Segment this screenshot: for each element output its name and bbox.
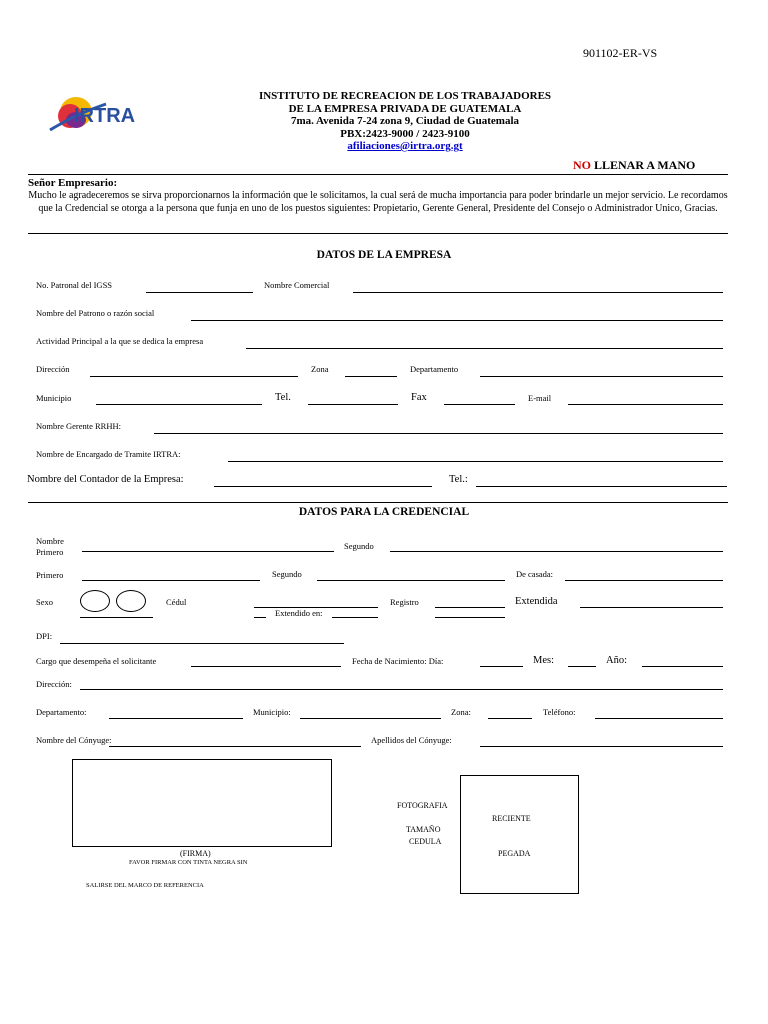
direccion-empresa-label: Dirección (36, 364, 70, 374)
sexo-option-f[interactable] (116, 590, 146, 612)
gerente-rrhh-field[interactable] (154, 433, 723, 434)
registro-label: Registro (390, 597, 419, 607)
de-casada-label: De casada: (516, 569, 554, 579)
municipio-credencial-field[interactable] (300, 718, 441, 719)
gerente-rrhh-label: Nombre Gerente RRHH: (36, 421, 121, 431)
email-empresa-label: E-mail (528, 393, 552, 403)
conyuge-field[interactable] (109, 746, 361, 747)
logo-text: IRTRA (74, 105, 136, 127)
anio-field[interactable] (642, 666, 723, 667)
mes-label: Mes: (533, 655, 554, 666)
zona-credencial-label: Zona: (451, 707, 471, 717)
fecha-nacimiento-dia-label: Fecha de Nacimiento: Día: (352, 656, 444, 666)
org-header (230, 90, 580, 153)
apellido-segundo-field[interactable] (317, 580, 505, 581)
apellido-primero-field[interactable] (82, 580, 260, 581)
anio-label: Año: (606, 655, 627, 666)
extendido-en-field[interactable] (332, 617, 378, 618)
pegada-label: PEGADA (498, 849, 531, 858)
departamento-credencial-label: Departamento: (36, 707, 87, 717)
irtra-logo (46, 90, 142, 138)
telefono-credencial-field[interactable] (595, 718, 723, 719)
zona-empresa-label: Zona (311, 364, 329, 374)
org-name-line2: DE LA EMPRESA PRIVADA DE GUATEMALA (288, 102, 522, 115)
municipio-credencial-label: Municipio: (253, 707, 291, 717)
municipio-empresa-label: Municipio (36, 393, 72, 403)
mes-field[interactable] (568, 666, 596, 667)
cedula-foto-label: CEDULA (409, 837, 442, 846)
actividad-field[interactable] (246, 348, 723, 349)
direccion-empresa-field[interactable] (90, 376, 298, 377)
email-empresa-field[interactable] (568, 404, 723, 405)
razon-social-field[interactable] (191, 320, 723, 321)
apellidos-conyuge-field[interactable] (480, 746, 723, 747)
divider (28, 174, 728, 175)
apellido-primero-label: Primero (36, 570, 64, 580)
tel-empresa-label: Tel. (275, 392, 291, 403)
direccion-credencial-field[interactable] (80, 689, 723, 690)
fax-field[interactable] (444, 404, 515, 405)
dpi-field[interactable] (60, 643, 344, 644)
zona-credencial-field[interactable] (488, 718, 532, 719)
encargado-tramite-field[interactable] (228, 461, 723, 462)
fecha-dia-field[interactable] (480, 666, 523, 667)
signature-box[interactable] (72, 759, 332, 847)
no-word: NO (573, 158, 591, 172)
divider (28, 233, 728, 234)
firma-note-line1: FAVOR FIRMAR CON TINTA NEGRA SIN (129, 859, 248, 866)
cedula-tick (254, 617, 266, 618)
photo-box[interactable] (460, 775, 579, 894)
org-phone: PBX:2423-9000 / 2423-9100 (340, 127, 470, 140)
contador-tel-label: Tel.: (449, 474, 468, 485)
registro-field[interactable] (435, 607, 505, 608)
extendida-field[interactable] (580, 607, 723, 608)
nombre-segundo-label: Segundo (344, 541, 374, 551)
intro-paragraph: Mucho le agradeceremos se sirva proporcionarnos la información que le solicitamos, la cual será de mucha importancia para poder brindarle un mejor servicio. Le recordamos que la Credencial se otorga a la persona que funja en uno de los puestos siguientes: Propietario, Gerente General, Presidente del Consejo o Administrador Unico, Gracias. (28, 190, 728, 214)
sexo-label: Sexo (36, 597, 53, 607)
org-email-link[interactable]: afiliaciones@irtra.org.gt (347, 140, 463, 152)
zona-empresa-field[interactable] (345, 376, 397, 377)
no-patronal-label: No. Patronal del IGSS (36, 280, 113, 290)
fax-label: Fax (411, 392, 427, 403)
departamento-empresa-label: Departamento (410, 364, 459, 374)
contador-tel-field[interactable] (476, 486, 727, 487)
no-llenar-a-mano (573, 158, 695, 173)
reciente-label: RECIENTE (492, 814, 531, 823)
nombre-comercial-field[interactable] (353, 292, 723, 293)
extendido-en-label: Extendido en: (275, 608, 323, 618)
encargado-tramite-label: Nombre de Encargado de Tramite IRTRA: (36, 449, 181, 459)
section-title-empresa: DATOS DE LA EMPRESA (316, 249, 452, 261)
cargo-field[interactable] (191, 666, 341, 667)
actividad-label: Actividad Principal a la que se dedica la empresa (36, 336, 204, 346)
firma-note-line2: SALIRSE DEL MARCO DE REFERENCIA (86, 882, 204, 889)
direccion-credencial-label: Dirección: (36, 679, 72, 689)
nombre-primero-label: Nombre Primero (36, 536, 64, 557)
nombre-segundo-field[interactable] (390, 551, 723, 552)
firma-label: (FIRMA) (180, 849, 211, 858)
conyuge-label: Nombre del Cónyuge: (36, 735, 112, 745)
form-code: 901102-ER-VS (583, 46, 658, 60)
no-patronal-field[interactable] (146, 292, 253, 293)
tamano-label: TAMAÑO (406, 825, 441, 834)
cedula-label: Cédul (166, 597, 187, 607)
greeting: Señor Empresario: (28, 177, 118, 189)
section-title-credencial: DATOS PARA LA CREDENCIAL (298, 506, 470, 518)
extendida-label: Extendida (515, 596, 558, 607)
municipio-empresa-field[interactable] (96, 404, 262, 405)
departamento-credencial-field[interactable] (109, 718, 243, 719)
apellido-segundo-label: Segundo (272, 569, 302, 579)
tel-empresa-field[interactable] (308, 404, 398, 405)
registro-field-2[interactable] (435, 617, 505, 618)
contador-field[interactable] (214, 486, 432, 487)
telefono-credencial-label: Teléfono: (543, 707, 576, 717)
llenar-a-mano: LLENAR A MANO (594, 158, 696, 172)
contador-label: Nombre del Contador de la Empresa: (27, 474, 184, 485)
sexo-option-m[interactable] (80, 590, 110, 612)
org-name-line1: INSTITUTO DE RECREACION DE LOS TRABAJADORES (258, 90, 552, 102)
org-address: 7ma. Avenida 7-24 zona 9, Ciudad de Guatemala (290, 115, 520, 127)
de-casada-field[interactable] (565, 580, 723, 581)
divider (28, 502, 728, 503)
departamento-empresa-field[interactable] (480, 376, 723, 377)
nombre-comercial-label: Nombre Comercial (264, 280, 330, 290)
dpi-label: DPI: (36, 631, 53, 641)
fotografia-label: FOTOGRAFIA (397, 801, 448, 810)
cargo-label: Cargo que desempeña el solicitante (36, 656, 157, 666)
apellidos-conyuge-label: Apellidos del Cónyuge: (371, 735, 452, 745)
razon-social-label: Nombre del Patrono o razón social (36, 308, 155, 318)
nombre-primero-field[interactable] (82, 551, 334, 552)
sexo-underline (80, 617, 153, 618)
